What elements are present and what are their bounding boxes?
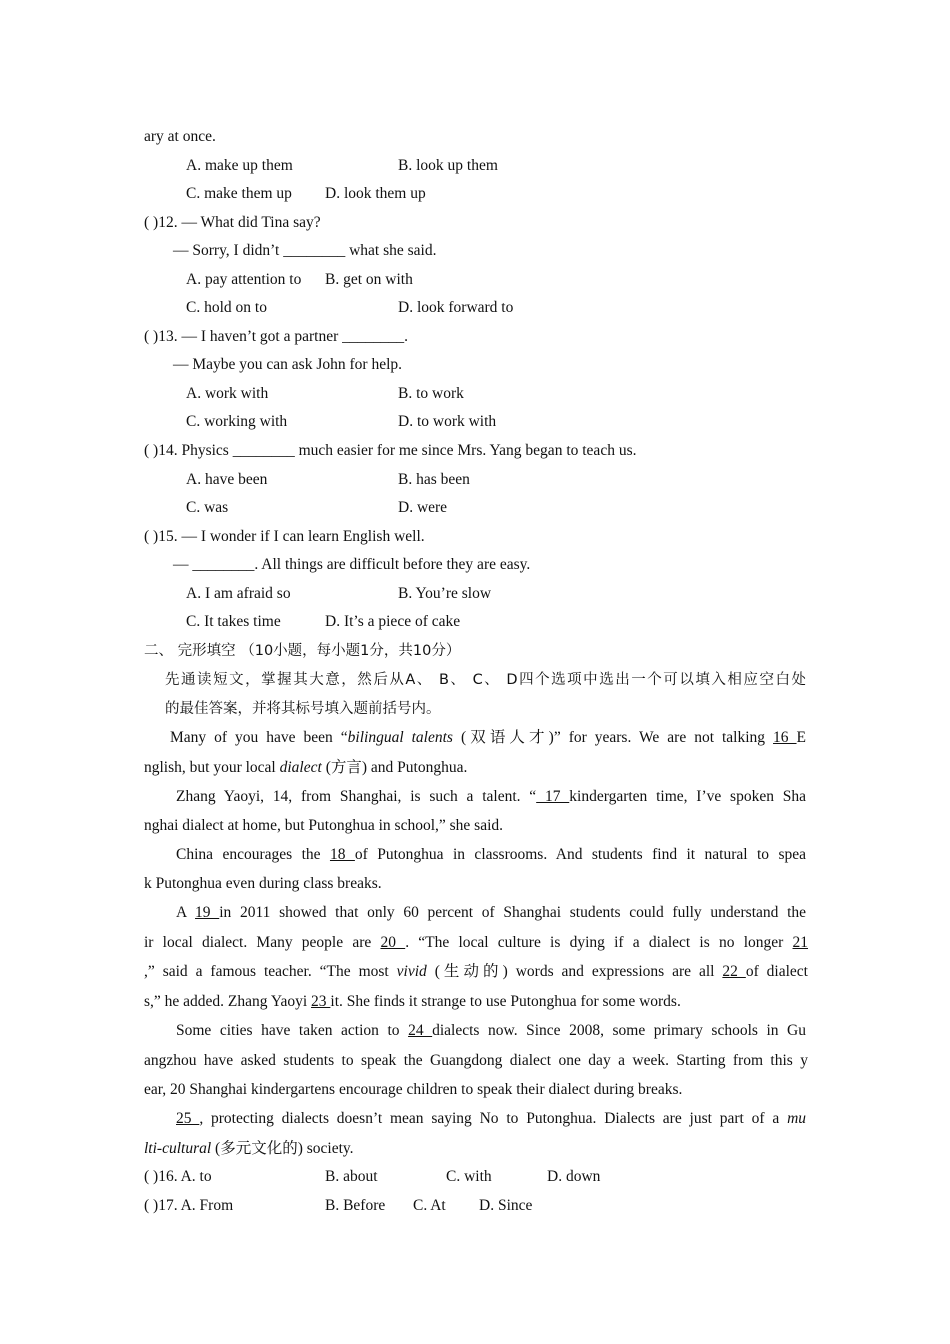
q16-stem: ( )16. A. to [144,1168,212,1185]
passage-line: 25 , protecting dialects doesn’t mean saying No to Putonghua. Dialects are just part of a mu [176,1110,807,1127]
section-instructions-line1: 先通读短文，掌握其大意，然后从A、 B、 C、 D四个选项中选出一个可以填入相应空白处 [165,672,806,688]
passage-line: s,” he added. Zhang Yaoyi 23 it. She finds it strange to use Putonghua for some words. [144,993,681,1010]
q13-option-a: A. work with [186,385,269,402]
q11-option-b: B. look up them [398,157,498,174]
passage-line: k Putonghua even during class breaks. [144,875,382,892]
q13-option-b: B. to work [398,385,464,402]
q11-option-a: A. make up them [186,157,293,174]
q15-reply: — ________. All things are difficult before they are easy. [173,556,531,573]
blank-16: 16 [773,729,797,746]
q16-option-d: D. down [547,1168,601,1185]
q11-tail: ary at once. [144,128,216,145]
q15-stem: ( )15. — I wonder if I can learn English well. [144,528,425,545]
q11-option-d: D. look them up [325,185,426,202]
blank-21: 21 [792,934,809,951]
q13-option-d: D. to work with [398,413,497,430]
q17-option-b: B. Before [325,1197,386,1214]
q13-blank: ________ [342,328,405,345]
q14-stem: ( )14. Physics ________ much easier for me since Mrs. Yang began to teach us. [144,442,637,459]
q17-option-d: D. Since [479,1197,533,1214]
section-heading: 二、 完形填空 （10小题，每小题1分，共10分） [144,643,461,659]
q14-option-d: D. were [398,499,448,516]
blank-20: 20 [380,934,406,951]
section-instructions-line2: 的最佳答案，并将其标号填入题前括号内。 [165,701,441,717]
q14-blank: ________ [232,442,295,459]
blank-19: 19 [195,904,220,921]
q13-reply: — Maybe you can ask John for help. [173,356,403,373]
passage-line: nglish, but your local dialect (方言) and Putonghua. [144,759,468,776]
passage-line: nghai dialect at home, but Putonghua in school,” she said. [144,817,504,834]
blank-23: 23 [311,993,331,1010]
q13-option-c: C. working with [186,413,288,430]
passage-line: ir local dialect. Many people are 20 . “The local culture is dying if a dialect is no longer 21 [144,934,809,951]
passage-line: China encourages the 18 of Putonghua in classrooms. And students find it natural to spea [176,846,807,863]
q12-reply: — Sorry, I didn’t ________ what she said. [173,242,437,259]
q16-option-c: C. with [446,1168,492,1185]
q11-option-c: C. make them up [186,185,292,202]
q15-option-b: B. You’re slow [398,585,492,602]
q14-option-a: A. have been [186,471,268,488]
passage-line: A 19 in 2011 showed that only 60 percent of Shanghai students could fully understand the [176,904,807,921]
passage-line: Zhang Yaoyi, 14, from Shanghai, is such a talent. “ 17 kindergarten time, I’ve spoken Sha [176,788,806,805]
q12-option-d: D. look forward to [398,299,514,316]
q15-option-c: C. It takes time [186,613,281,630]
q12-option-b: B. get on with [325,271,413,288]
q15-option-a: A. I am afraid so [186,585,291,602]
passage-line: lti-cultural (多元文化的) society. [144,1140,354,1157]
q12-option-a: A. pay attention to [186,271,302,288]
passage-line: Many of you have been “bilingual talents (双语人才)” for years. We are not talking 16 E [170,729,806,746]
q17-stem: ( )17. A. From [144,1197,234,1214]
q16-option-b: B. about [325,1168,378,1185]
q12-stem: ( )12. — What did Tina say? [144,214,321,231]
q17-option-c: C. At [413,1197,446,1214]
q13-stem: ( )13. — I haven’t got a partner ________. [144,328,409,345]
blank-24: 24 [408,1022,433,1039]
blank-18: 18 [329,846,355,863]
q15-option-d: D. It’s a piece of cake [325,613,461,630]
passage-line: Some cities have taken action to 24 dialects now. Since 2008, some primary schools in Gu [176,1022,807,1039]
passage-line: ,” said a famous teacher. “The most vivid (生动的) words and expressions are all 22 of dialect [144,963,808,980]
passage-line: angzhou have asked students to speak the Guangdong dialect one day a week. Starting from this y [144,1052,808,1069]
q14-option-b: B. has been [398,471,470,488]
q12-blank: ________ [283,242,346,259]
q15-blank: ________ [192,556,255,573]
blank-17: 17 [536,788,570,805]
q12-option-c: C. hold on to [186,299,267,316]
q14-option-c: C. was [186,499,229,516]
blank-25: 25 [176,1110,200,1127]
blank-22: 22 [722,963,746,980]
passage-line: ear, 20 Shanghai kindergartens encourage children to speak their dialect during breaks. [144,1081,683,1098]
